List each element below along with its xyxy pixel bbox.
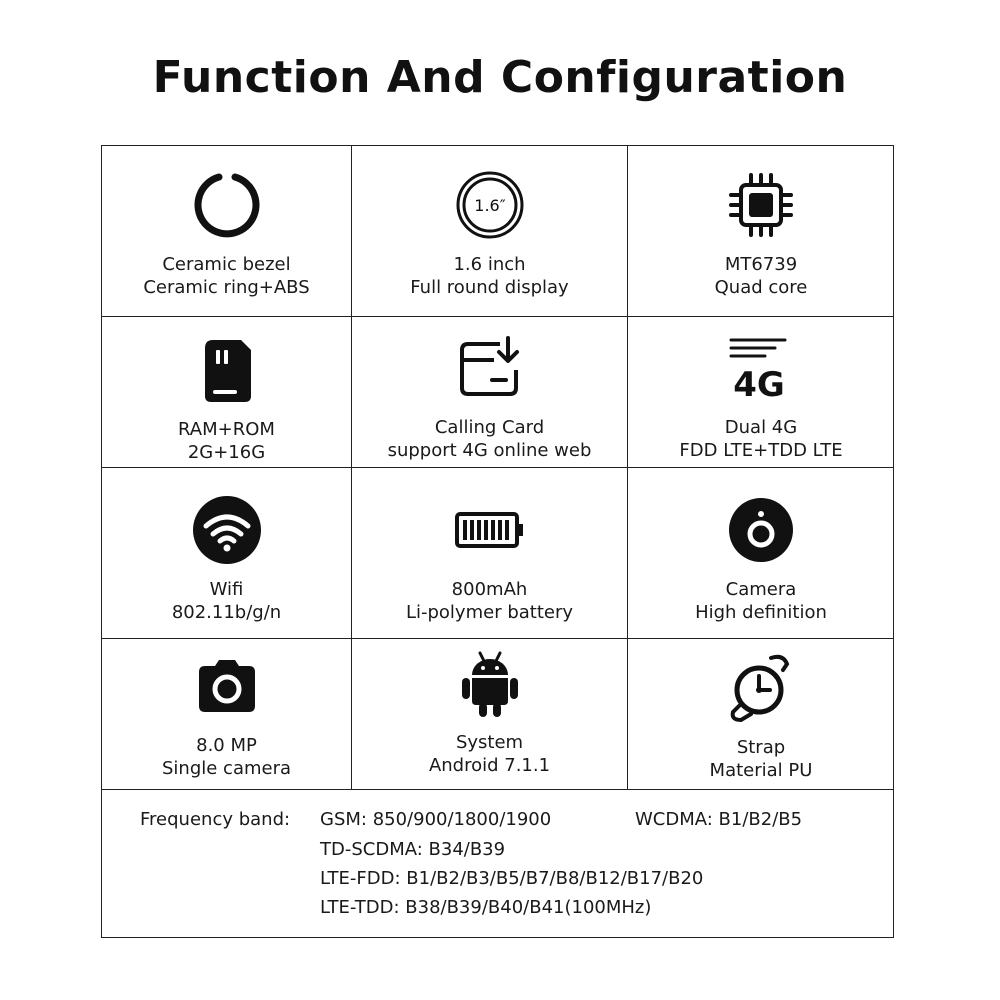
spec-cell-ceramic-bezel bbox=[102, 165, 351, 299]
display-size-label: 1.6″ bbox=[473, 196, 506, 215]
cell-line1: Camera bbox=[725, 579, 797, 600]
page-title: Function And Configuration bbox=[152, 52, 848, 103]
chip-icon bbox=[721, 165, 801, 245]
cell-line2: 2G+16G bbox=[187, 442, 266, 463]
frequency-gsm: GSM: 850/900/1800/1900 bbox=[320, 809, 552, 830]
spec-cell-strap bbox=[628, 648, 894, 782]
spec-cell-memory bbox=[102, 330, 351, 464]
frequency-tdscdma: TD-SCDMA: B34/B39 bbox=[320, 839, 506, 860]
watch-icon bbox=[721, 648, 801, 728]
cell-line1: Ceramic bezel bbox=[162, 254, 291, 275]
android-icon bbox=[450, 643, 530, 723]
sim-download-icon bbox=[450, 328, 530, 408]
cell-line2: Ceramic ring+ABS bbox=[143, 277, 310, 298]
grid-line bbox=[101, 467, 894, 468]
cell-line2: support 4G online web bbox=[387, 440, 592, 461]
memory-card-icon bbox=[187, 330, 267, 410]
spec-cell-calling-card bbox=[352, 328, 627, 462]
cell-line1: RAM+ROM bbox=[178, 419, 275, 440]
webcam-icon bbox=[721, 490, 801, 570]
cell-line1: System bbox=[455, 732, 524, 753]
4g-label: 4G bbox=[733, 365, 785, 404]
cell-line2: Material PU bbox=[709, 760, 813, 781]
cell-line2: Android 7.1.1 bbox=[428, 755, 551, 776]
spec-cell-system bbox=[352, 643, 627, 777]
spec-cell-cpu bbox=[628, 165, 894, 299]
cell-line1: 1.6 inch bbox=[453, 254, 526, 275]
round-display-icon bbox=[450, 165, 530, 245]
grid-line bbox=[101, 638, 894, 639]
camera-icon bbox=[187, 646, 267, 726]
cell-line1: Dual 4G bbox=[724, 417, 798, 438]
cell-line2: Quad core bbox=[714, 277, 808, 298]
frequency-wcdma: WCDMA: B1/B2/B5 bbox=[635, 809, 803, 830]
frequency-label: Frequency band: bbox=[140, 809, 291, 830]
spec-cell-8mp bbox=[102, 646, 351, 780]
spec-cell-camera-hd bbox=[628, 490, 894, 624]
cell-line1: Calling Card bbox=[434, 417, 545, 438]
grid-line bbox=[101, 316, 894, 317]
frequency-lte-tdd: LTE-TDD: B38/B39/B40/B41(100MHz) bbox=[320, 897, 652, 918]
cell-line1: Wifi bbox=[209, 579, 244, 600]
cell-line2: 802.11b/g/n bbox=[171, 602, 282, 623]
cell-line2: FDD LTE+TDD LTE bbox=[679, 440, 843, 461]
cell-line2: High definition bbox=[695, 602, 827, 623]
cell-line2: Full round display bbox=[410, 277, 569, 298]
ring-icon bbox=[187, 165, 267, 245]
grid-line bbox=[101, 789, 894, 790]
spec-cell-battery bbox=[352, 490, 627, 624]
cell-line2: Li-polymer battery bbox=[405, 602, 574, 623]
spec-cell-dual-4g bbox=[628, 328, 894, 462]
battery-icon bbox=[450, 490, 530, 570]
cell-line2: Single camera bbox=[161, 758, 292, 779]
wifi-icon bbox=[187, 490, 267, 570]
4g-icon bbox=[721, 328, 801, 408]
cell-line1: 800mAh bbox=[451, 579, 528, 600]
spec-cell-display bbox=[352, 165, 627, 299]
cell-line1: MT6739 bbox=[724, 254, 798, 275]
spec-cell-wifi bbox=[102, 490, 351, 624]
cell-line1: 8.0 MP bbox=[196, 735, 257, 756]
frequency-lte-fdd: LTE-FDD: B1/B2/B3/B5/B7/B8/B12/B17/B20 bbox=[320, 868, 704, 889]
cell-line1: Strap bbox=[736, 737, 786, 758]
